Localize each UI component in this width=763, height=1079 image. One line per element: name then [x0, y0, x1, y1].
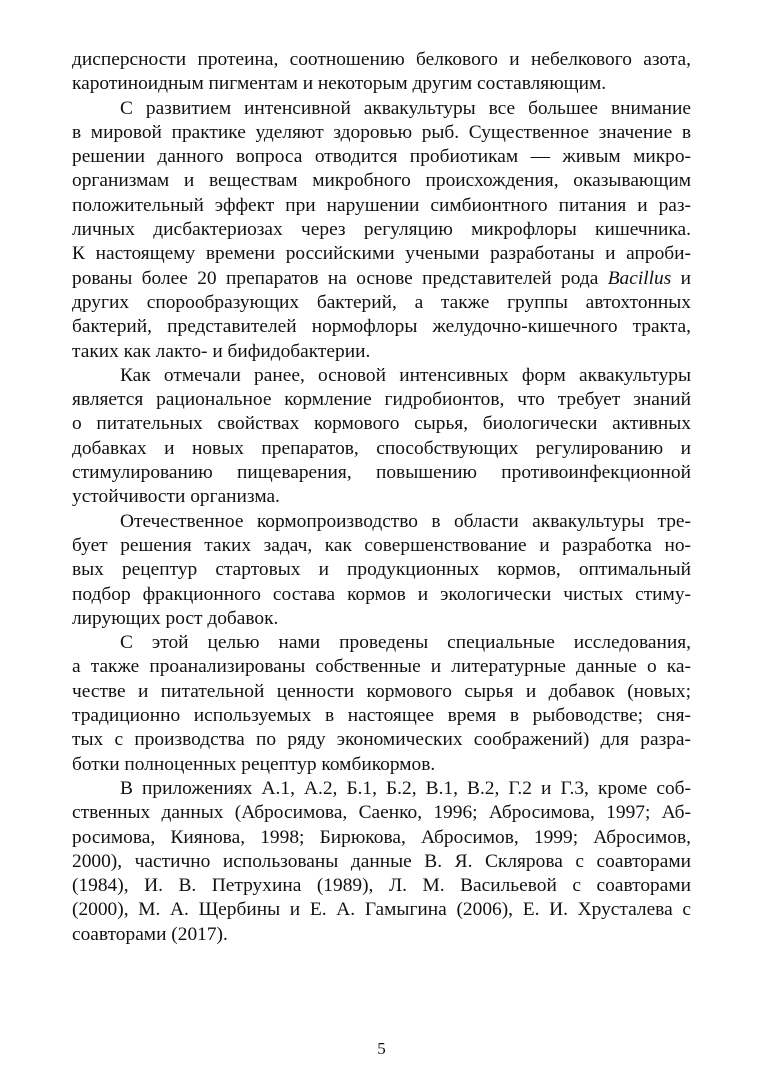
text-line: положительный эффект при нарушении симбионтного питания и раз-	[72, 194, 691, 216]
text-line: стимулированию пищеварения, повышению противоинфекционной	[72, 462, 691, 484]
text-line: добавках и новых препаратов, способствующих регулированию и	[72, 437, 691, 459]
text-line: о питательных свойствах кормового сырья, биологически активных	[72, 413, 691, 435]
text-line-with-genus	[72, 267, 691, 291]
text-line: организмам и веществам микробного происхождения, оказывающим	[72, 170, 691, 192]
text-line: вых рецептур стартовых и продукционных кормов, оптимальный	[72, 559, 691, 581]
paragraph-2	[72, 97, 691, 364]
text-line: других спорообразующих бактерий, а также группы автохтонных	[72, 291, 691, 313]
text-line: в мировой практике уделяют здоровью рыб. Существенное значение в	[72, 121, 691, 143]
text-line: Как отмечали ранее, основой интенсивных форм аквакультуры	[120, 364, 691, 386]
text-line: (1984), И. В. Петрухина (1989), Л. М. Васильевой с соавторами	[72, 875, 691, 897]
text-line: бактерий, представителей нормофлоры желудочно-кишечного тракта,	[72, 316, 691, 338]
text-line: является рациональное кормление гидробионтов, что требует знаний	[72, 389, 691, 411]
paragraph-3	[72, 364, 691, 510]
text-line: С этой целью нами проведены специальные исследования,	[120, 632, 691, 654]
text-line: С развитием интенсивной аквакультуры все большее внимание	[120, 97, 691, 119]
text-line: Отечественное кормопроизводство в области аквакультуры тре-	[120, 510, 691, 532]
text-line-start: рованы более 20 препаратов на основе представителей рода	[72, 267, 608, 289]
text-line: ственных данных (Абросимова, Саенко, 1996; Абросимова, 1997; Аб-	[72, 802, 691, 824]
text-line: традиционно используемых в настоящее время в рыбоводстве; сня-	[72, 705, 691, 727]
text-line: таких как лакто- и бифидобактерии.	[72, 340, 371, 362]
text-line: каротиноидным пигментам и некоторым другим составляющим.	[72, 73, 607, 95]
text-line: подбор фракционного состава кормов и экологически чистых стиму-	[72, 583, 691, 605]
text-line: соавторами (2017).	[72, 923, 228, 945]
text-line: решении данного вопроса отводится пробиотикам — живым микро-	[72, 146, 691, 168]
paragraph-5	[72, 631, 691, 777]
text-line: лирующих рост добавок.	[72, 607, 279, 629]
text-line: 2000), частично использованы данные В. Я. Склярова с соавторами	[72, 850, 691, 872]
text-line: тых с производства по ряду экономических соображений) для разра-	[72, 729, 691, 751]
text-line: В приложениях А.1, А.2, Б.1, Б.2, В.1, В.2, Г.2 и Г.3, кроме соб-	[120, 777, 691, 799]
text-line: ботки полноценных рецептур комбикормов.	[72, 753, 436, 775]
text-line: устойчивости организма.	[72, 486, 280, 508]
genus-name: Bacillus	[607, 267, 672, 289]
text-line-end: и	[671, 267, 691, 289]
text-line: К настоящему времени российскими учеными разработаны и апроби-	[72, 243, 691, 265]
text-line: а также проанализированы собственные и литературные данные о ка-	[72, 656, 691, 678]
text-line: бует решения таких задач, как совершенствование и разработка но-	[72, 534, 691, 556]
text-line: (2000), М. А. Щербины и Е. А. Гамыгина (2006), Е. И. Хрусталева с	[72, 899, 691, 921]
text-line: росимова, Киянова, 1998; Бирюкова, Абросимов, 1999; Абросимов,	[72, 826, 691, 848]
text-line: дисперсности протеина, соотношению белкового и небелкового азота,	[72, 49, 691, 70]
document-body	[72, 48, 691, 947]
page-number: 5	[377, 1039, 386, 1058]
text-line: личных дисбактериозах через регуляцию микрофлоры кишечника.	[72, 219, 691, 241]
paragraph-4	[72, 510, 691, 631]
paragraph-1	[72, 48, 691, 97]
paragraph-6	[72, 777, 691, 947]
text-line: честве и питательной ценности кормового сырья и добавок (новых;	[72, 680, 691, 702]
